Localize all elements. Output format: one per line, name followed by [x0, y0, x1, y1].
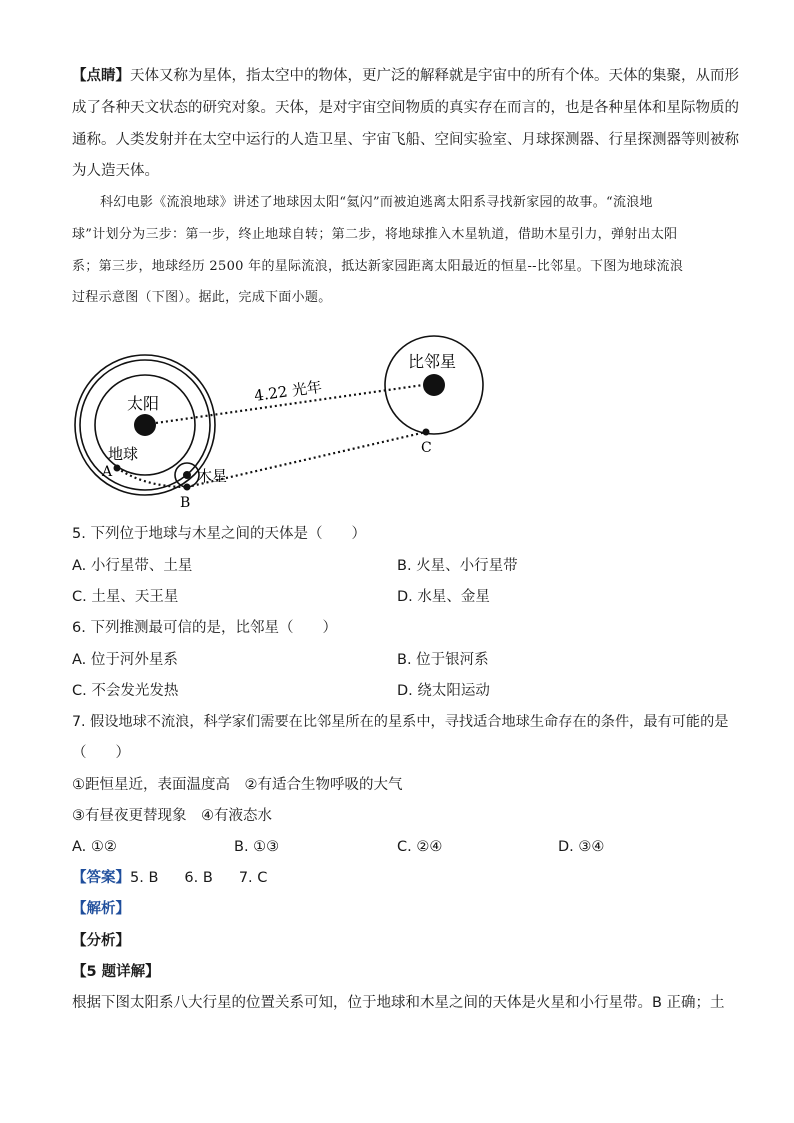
answer-label: 【答案】 — [72, 870, 130, 886]
q6-option-c[interactable]: C. 不会发光发热 — [72, 683, 179, 699]
passage-line-1: 科幻电影《流浪地球》讲述了地球因太阳“氦闪”而被迫逃离太阳系寻找新家园的故事。“流浪地 — [100, 195, 653, 210]
answer-5: 5. B — [130, 870, 159, 886]
answer-line — [72, 868, 267, 888]
point-b-label: B — [180, 495, 191, 511]
q6-option-b[interactable]: B. 位于银河系 — [397, 652, 489, 668]
detail-5-text: 根据下图太阳系八大行星的位置关系可知，位于地球和木星之间的天体是火星和小行星带。B 正确；土 — [72, 995, 725, 1011]
tip-text-1: 天体又称为星体，指太空中的物体，更广泛的解释就是宇宙中的所有个体。天体的集聚，从而形 — [130, 68, 739, 84]
tip-line-1 — [72, 66, 739, 86]
q6-stem: 6. 下列推测最可信的是，比邻星（ ） — [72, 620, 337, 636]
q5-option-c[interactable]: C. 土星、天王星 — [72, 589, 179, 605]
answer-7: 7. C — [238, 870, 268, 886]
passage-line-2: 球”计划分为三步：第一步，终止地球自转；第二步，将地球推入木星轨道，借助木星引力，弹射出太阳 — [72, 227, 678, 242]
passage-line-3: 系；第三步，地球经历 2500 年的星际流浪，抵达新家园距离太阳最近的恒星--比邻星。下图为地球流浪 — [72, 259, 684, 274]
point-c-label: C — [421, 440, 432, 456]
q5-option-b[interactable]: B. 火星、小行星带 — [397, 558, 518, 574]
q6-option-a[interactable]: A. 位于河外星系 — [72, 652, 178, 668]
distance-label: 4.22 光年 — [253, 377, 324, 405]
jupiter-label: 木星 — [197, 467, 228, 485]
jupiter-dot — [183, 471, 191, 479]
q5-option-a[interactable]: A. 小行星带、土星 — [72, 558, 193, 574]
wandering-earth-diagram — [60, 335, 480, 511]
tip-line-4: 为人造天体。 — [72, 163, 159, 179]
proxima-label: 比邻星 — [408, 352, 457, 371]
q6-option-d[interactable]: D. 绕太阳运动 — [397, 683, 490, 699]
fenxi-heading: 【分析】 — [72, 933, 130, 949]
q7-option-a[interactable]: A. ①② — [72, 839, 117, 855]
sun-dot — [134, 414, 156, 436]
proxima-dot — [423, 374, 445, 396]
wandering-path-bc — [187, 432, 426, 487]
point-a-label: A — [102, 464, 113, 480]
analysis-heading: 【解析】 — [72, 901, 130, 917]
earth-label: 地球 — [108, 445, 139, 463]
detail-5-heading: 【5 题详解】 — [72, 964, 160, 980]
q7-conditions-2: ③有昼夜更替现象 ④有液态水 — [72, 808, 272, 824]
q5-option-d[interactable]: D. 水星、金星 — [397, 589, 490, 605]
tip-label: 【点睛】 — [72, 68, 130, 84]
q7-stem: 7. 假设地球不流浪，科学家们需要在比邻星所在的星系中，寻找适合地球生命存在的条件，最有可能的是 — [72, 714, 729, 730]
tip-line-3: 通称。人类发射并在太空中运行的人造卫星、宇宙飞船、空间实验室、月球探测器、行星探测器等则被称 — [72, 132, 739, 148]
q7-option-c[interactable]: C. ②④ — [397, 839, 443, 855]
q7-option-d[interactable]: D. ③④ — [558, 839, 605, 855]
q7-stem-bracket: （ ） — [72, 745, 130, 761]
q7-conditions-1: ①距恒星近，表面温度高 ②有适合生物呼吸的大气 — [72, 777, 403, 793]
passage-line-4: 过程示意图（下图）。据此，完成下面小题。 — [72, 290, 332, 305]
sun-label: 太阳 — [127, 394, 160, 413]
tip-line-2: 成了各种天文状态的研究对象。天体，是对宇宙空间物质的真实存在而言的，也是各种星体和星际物质的 — [72, 100, 739, 116]
q5-stem: 5. 下列位于地球与木星之间的天体是（ ） — [72, 526, 366, 542]
q7-option-b[interactable]: B. ①③ — [234, 839, 280, 855]
answer-6: 6. B — [184, 870, 213, 886]
